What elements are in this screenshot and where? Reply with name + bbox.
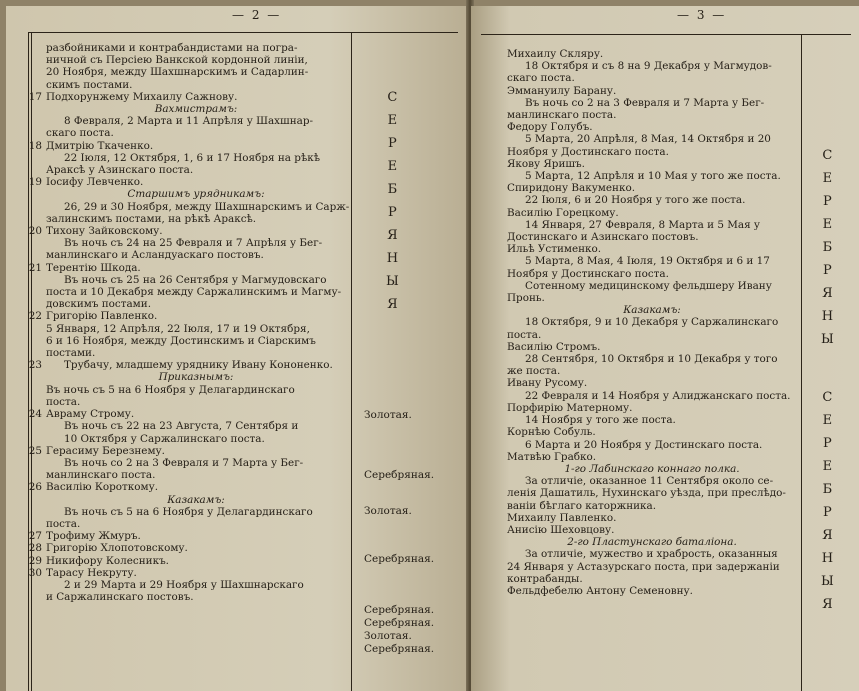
- entry-text: Василію Короткому.: [46, 481, 159, 494]
- entry-text: и Саржалинскаго постовъ.: [46, 591, 194, 604]
- vertical-letter: Б: [822, 240, 833, 255]
- entry-text: Григорію Павленко.: [46, 310, 158, 323]
- entry-text: Дмитрію Ткаченко.: [46, 139, 154, 152]
- right-entry-line: [507, 548, 797, 560]
- entry-text: скимъ постами.: [46, 78, 133, 91]
- entry-number: 26: [28, 481, 42, 494]
- right-entry-line: [507, 243, 797, 255]
- award-label: Золотая.: [364, 505, 412, 517]
- left-entry-line: [28, 554, 346, 567]
- left-entry-line: [46, 152, 346, 164]
- left-entry-line: [28, 444, 346, 457]
- vertical-letter: Я: [822, 597, 833, 612]
- right-entry-line: [507, 426, 797, 438]
- award-column-rule: [351, 32, 352, 691]
- award-label: Серебряная.: [364, 643, 435, 655]
- vertical-award-label-right-bottom: [821, 386, 834, 616]
- award-label: Серебряная.: [364, 604, 435, 616]
- vertical-letter: Я: [822, 528, 833, 543]
- vertical-letter: Р: [823, 505, 832, 520]
- entry-text: поста.: [46, 517, 81, 530]
- entry-text: Ноября у Достинскаго поста.: [507, 145, 669, 158]
- entry-text: 2 и 29 Марта и 29 Ноября у Шахшнарскаго: [64, 578, 304, 591]
- entry-number: 27: [28, 530, 42, 543]
- entry-text: 22 Февраля и 14 Ноября у Алиджанскаго поста.: [525, 389, 791, 402]
- entry-text: Терентію Шкода.: [46, 261, 141, 274]
- vertical-letter: С: [822, 148, 833, 163]
- entry-text: 6 Марта и 20 Ноября у Достинскаго поста.: [525, 438, 763, 451]
- left-entry-line: [28, 139, 346, 152]
- right-entry-line: [507, 414, 797, 426]
- entry-text: Василію Стромъ.: [507, 340, 601, 353]
- entry-text: Авраму Строму.: [46, 408, 135, 421]
- right-entry-line: [507, 573, 797, 585]
- entry-text: поста.: [507, 328, 542, 341]
- vertical-letter: Н: [386, 251, 399, 266]
- entry-text: 10 Октября у Саржалинскаго поста.: [64, 432, 265, 445]
- left-entry-line: [46, 237, 346, 249]
- entry-text: 5 Марта, 12 Апрѣля и 10 Мая у того же поста.: [525, 170, 781, 183]
- vertical-letter: Н: [821, 551, 834, 566]
- right-entry-line: [507, 219, 797, 231]
- right-entry-line: [507, 353, 797, 365]
- left-entry-line: [46, 469, 346, 481]
- entry-text: 26, 29 и 30 Ноября, между Шахшнарскимъ и Сарж-: [64, 200, 350, 213]
- entry-text: ваніи бѣглаго каторжника.: [507, 499, 657, 512]
- entry-number: 29: [28, 554, 42, 567]
- left-entry-line: [46, 396, 346, 408]
- entry-text: Трубачу, младшему уряднику Ивану Кононенко.: [64, 359, 333, 372]
- right-entry-line: [507, 280, 797, 292]
- entry-text: Ивану Русому.: [507, 377, 588, 390]
- award-label: Серебряная.: [364, 553, 435, 565]
- left-entry-line: [28, 90, 346, 103]
- right-entry-line: [507, 561, 797, 573]
- left-entry-line: [46, 127, 346, 139]
- entry-text: Василію Горецкому.: [507, 206, 619, 219]
- entry-text: поста.: [46, 395, 81, 408]
- entry-text: ленія Дашатиль, Нухинскаго уѣзда, при преслѣдо-: [507, 487, 786, 500]
- entry-text: манлинскаго и Асландуаскаго постовъ.: [46, 249, 264, 262]
- vertical-letter: Ы: [821, 574, 834, 589]
- entry-text: разбойниками и контрабандистами на погра-: [46, 42, 298, 54]
- right-page: [471, 6, 859, 691]
- entry-text: постами.: [46, 347, 96, 360]
- entry-text: Корнѣю Собуль.: [507, 426, 596, 439]
- left-entry-line: [46, 115, 346, 127]
- entry-text: 22 Іюля, 12 Октября, 1, 6 и 17 Ноября на рѣкѣ: [64, 151, 320, 164]
- right-entry-line: [507, 365, 797, 377]
- right-entry-line: [507, 85, 797, 97]
- left-entry-line: [46, 42, 346, 54]
- vertical-letter: Б: [822, 482, 833, 497]
- entry-text: Достинскаго и Азинскаго постовъ.: [507, 231, 699, 244]
- page-number-right: — 3 —: [677, 8, 727, 22]
- entry-text: ничной съ Персіею Ванкской кордонной линіи,: [46, 54, 308, 67]
- right-entry-line: [507, 182, 797, 194]
- entry-text: Трофиму Жмуръ.: [46, 530, 141, 543]
- entry-number: 17: [28, 90, 42, 103]
- right-entry-line: [507, 207, 797, 219]
- right-entry-line: [507, 194, 797, 206]
- entry-number: 23: [28, 359, 42, 372]
- right-entry-line: [507, 121, 797, 133]
- left-entry-line: [28, 530, 346, 543]
- entry-text: же поста.: [507, 365, 561, 378]
- vertical-letter: Ы: [821, 332, 834, 347]
- right-entry-line: [507, 475, 797, 487]
- right-entries: [507, 48, 797, 597]
- entry-text: Михаилу Скляру.: [507, 48, 604, 60]
- vertical-letter: Б: [387, 182, 398, 197]
- entry-text: Въ ночь со 2 на 3 Февраля и 7 Марта у Бег-: [64, 456, 304, 469]
- left-page: [6, 6, 467, 691]
- left-entry-line: [46, 494, 346, 506]
- vertical-letter: Е: [387, 113, 398, 128]
- right-entry-line: [507, 146, 797, 158]
- entry-text: манлинскаго поста.: [507, 109, 617, 122]
- vertical-letter: Р: [823, 194, 832, 209]
- entry-text: Вахмистрамъ:: [154, 103, 238, 116]
- left-entry-line: [28, 359, 346, 372]
- right-entry-line: [507, 133, 797, 145]
- right-entry-line: [507, 60, 797, 72]
- left-entry-line: [46, 188, 346, 200]
- vertical-letter: Р: [388, 136, 397, 151]
- left-entry-line: [46, 323, 346, 335]
- entry-text: Въ ночь съ 22 на 23 Августа, 7 Сентября и: [64, 420, 299, 433]
- right-award-rule: [801, 34, 802, 691]
- entry-text: Матвѣю Грабко.: [507, 450, 597, 463]
- entry-text: 5 Марта, 20 Апрѣля, 8 Мая, 14 Октября и 20: [525, 133, 771, 146]
- vertical-letter: Е: [822, 217, 833, 232]
- left-entry-line: [28, 261, 346, 274]
- entry-text: Казакамъ:: [623, 304, 681, 317]
- left-entry-line: [46, 286, 346, 298]
- entry-number: 20: [28, 225, 42, 238]
- entry-text: 2-го Пластунскаго баталіона.: [567, 536, 737, 549]
- top-rule-left: [28, 32, 458, 33]
- entry-text: За отличіе, оказанное 11 Сентября около се-: [525, 475, 774, 488]
- entry-text: Тихону Зайковскому.: [46, 225, 163, 238]
- left-entry-line: [46, 66, 346, 78]
- right-entry-line: [507, 255, 797, 267]
- entry-text: 14 Января, 27 Февраля, 8 Марта и 5 Мая у: [525, 218, 761, 231]
- entry-text: довскимъ постами.: [46, 298, 151, 311]
- vertical-letter: Ы: [386, 274, 399, 289]
- entry-text: Пронь.: [507, 292, 545, 305]
- entry-text: Въ ночь съ 5 на 6 Ноября у Делагардинскаго: [46, 383, 295, 396]
- entry-text: 8 Февраля, 2 Марта и 11 Апрѣля у Шахшнар-: [64, 115, 313, 128]
- entry-text: Въ ночь съ 5 на 6 Ноября у Делагардинскаго: [64, 505, 313, 518]
- right-entry-line: [507, 316, 797, 328]
- entry-text: 22 Іюля, 6 и 20 Ноября у того же поста.: [525, 194, 746, 207]
- vertical-letter: Р: [388, 205, 397, 220]
- page-number-left: — 2 —: [232, 8, 282, 22]
- entry-text: Федору Голубъ.: [507, 121, 593, 134]
- left-entry-line: [46, 200, 350, 213]
- entry-text: поста и 10 Декабря между Саржалинскимъ и Магму-: [46, 286, 342, 299]
- entry-text: Казакамъ:: [167, 493, 225, 506]
- entry-text: Іосифу Левченко.: [46, 176, 144, 189]
- vertical-letter: Р: [823, 436, 832, 451]
- entry-text: Григорію Хлопотовскому.: [46, 542, 188, 555]
- left-entry-line: [46, 591, 346, 603]
- left-entry-line: [46, 79, 346, 91]
- right-entry-line: [507, 292, 797, 304]
- right-entry-line: [507, 463, 797, 475]
- entry-text: скаго поста.: [46, 127, 114, 140]
- award-label: Серебряная.: [364, 469, 435, 481]
- left-entry-line: [46, 384, 346, 396]
- vertical-letter: С: [387, 90, 398, 105]
- left-entry-line: [46, 54, 346, 66]
- entry-text: 18 Октября и съ 8 на 9 Декабря у Магмудов-: [525, 60, 772, 73]
- right-entry-line: [507, 536, 797, 548]
- entry-text: Порфирію Матерному.: [507, 401, 633, 414]
- left-entry-line: [46, 164, 346, 176]
- entry-text: Анисію Шеховцову.: [507, 523, 615, 536]
- right-entry-line: [507, 72, 797, 84]
- right-entry-line: [507, 329, 797, 341]
- vertical-award-label-right-top: [821, 144, 834, 351]
- top-rule-right: [481, 34, 851, 35]
- left-entry-line: [28, 176, 346, 189]
- entry-text: Въ ночь съ 24 на 25 Февраля и 7 Апрѣля у Бег-: [64, 237, 323, 250]
- left-entry-line: [46, 371, 346, 383]
- entry-text: Михаилу Павленко.: [507, 511, 617, 524]
- entry-text: Въ ночь со 2 на 3 Февраля и 7 Марта у Бег-: [525, 96, 765, 109]
- entry-text: контрабанды.: [507, 572, 583, 585]
- vertical-letter: Я: [822, 286, 833, 301]
- right-entry-line: [507, 487, 797, 499]
- right-entry-line: [507, 268, 797, 280]
- left-entry-line: [46, 347, 346, 359]
- left-entry-line: [46, 518, 346, 530]
- entry-number: 22: [28, 310, 42, 323]
- right-entry-line: [507, 97, 797, 109]
- award-label: Золотая.: [364, 409, 412, 421]
- entry-text: 24 Января у Астазурскаго поста, при задержаніи: [507, 560, 780, 573]
- entry-text: манлинскаго поста.: [46, 469, 156, 482]
- vertical-letter: Я: [387, 297, 398, 312]
- left-entry-line: [46, 298, 346, 310]
- left-entry-line: [28, 225, 346, 238]
- entry-text: 5 Января, 12 Апрѣля, 22 Іюля, 17 и 19 Октября,: [46, 322, 310, 335]
- entry-number: 28: [28, 542, 42, 555]
- left-entry-line: [46, 335, 346, 347]
- entry-text: Подхорунжему Михаилу Сажнову.: [46, 90, 238, 103]
- award-label: Серебряная.: [364, 617, 435, 629]
- entry-number: 21: [28, 261, 42, 274]
- right-entry-line: [507, 158, 797, 170]
- entry-text: Герасиму Березнему.: [46, 444, 165, 457]
- right-entry-line: [507, 109, 797, 121]
- entry-text: Ильѣ Устименко.: [507, 243, 602, 256]
- vertical-award-label-left: [386, 86, 399, 316]
- entry-text: 14 Ноября у того же поста.: [525, 414, 676, 427]
- entry-text: Фельдфебелю Антону Семеновну.: [507, 584, 693, 597]
- right-entry-line: [507, 304, 797, 316]
- entry-text: Эммануилу Барану.: [507, 84, 617, 97]
- entry-text: 18 Октября, 9 и 10 Декабря у Саржалинскаго: [525, 316, 779, 329]
- vertical-letter: Е: [822, 171, 833, 186]
- vertical-letter: Н: [821, 309, 834, 324]
- entry-text: 20 Ноября, между Шахшнарскимъ и Садарлин-: [46, 66, 309, 79]
- award-label: Золотая.: [364, 630, 412, 642]
- entry-text: За отличіе, мужество и храбрость, оказанныя: [525, 548, 778, 561]
- left-entry-line: [28, 310, 346, 323]
- entry-number: 24: [28, 408, 42, 421]
- entry-text: Тарасу Некруту.: [46, 566, 137, 579]
- left-entry-line: [28, 408, 346, 421]
- entry-text: 1-го Лабинскаго коннаго полка.: [564, 462, 740, 475]
- entry-text: Спиридону Вакуменко.: [507, 182, 636, 195]
- entry-text: скаго поста.: [507, 72, 575, 85]
- left-entry-line: [46, 433, 346, 445]
- entry-number: 18: [28, 139, 42, 152]
- entry-text: 28 Сентября, 10 Октября и 10 Декабря у того: [525, 353, 778, 366]
- left-entry-line: [46, 457, 346, 469]
- right-entry-line: [507, 439, 797, 451]
- entry-text: Приказнымъ:: [158, 371, 234, 384]
- right-entry-line: [507, 512, 797, 524]
- right-entry-line: [507, 524, 797, 536]
- right-entry-line: [507, 231, 797, 243]
- right-entry-line: [507, 377, 797, 389]
- right-entry-line: [507, 451, 797, 463]
- entry-number: 30: [28, 566, 42, 579]
- right-entry-line: [507, 341, 797, 353]
- left-entry-line: [46, 274, 346, 286]
- entry-text: Старшимъ урядникамъ:: [127, 188, 265, 201]
- left-entry-line: [28, 481, 346, 494]
- left-entry-line: [46, 213, 346, 225]
- right-entry-line: [507, 500, 797, 512]
- entry-text: залинскимъ постами, на рѣкѣ Араксѣ.: [46, 212, 257, 225]
- vertical-letter: Е: [387, 159, 398, 174]
- vertical-letter: Е: [822, 413, 833, 428]
- left-entry-line: [46, 103, 346, 115]
- right-entry-line: [507, 48, 797, 60]
- left-entry-line: [28, 542, 346, 555]
- entry-text: Сотенному медицинскому фельдшеру Ивану: [525, 279, 772, 292]
- entry-number: 25: [28, 444, 42, 457]
- entry-text: Никифору Колесникъ.: [46, 554, 169, 567]
- entry-text: Ноября у Достинскаго поста.: [507, 267, 669, 280]
- left-entry-line: [46, 506, 346, 518]
- vertical-letter: Я: [387, 228, 398, 243]
- vertical-letter: С: [822, 390, 833, 405]
- right-entry-line: [507, 585, 797, 597]
- left-entry-line: [46, 579, 346, 591]
- left-entry-line: [46, 420, 346, 432]
- left-entry-line: [28, 566, 346, 579]
- left-entries: [28, 42, 350, 604]
- left-entry-line: [46, 249, 346, 261]
- vertical-letter: Е: [822, 459, 833, 474]
- right-entry-line: [507, 390, 797, 402]
- entry-number: 19: [28, 176, 42, 189]
- entry-text: 6 и 16 Ноября, между Достинскимъ и Сіарскимъ: [46, 334, 316, 347]
- entry-text: Араксѣ у Азинскаго поста.: [46, 164, 194, 177]
- entry-text: 5 Марта, 8 Мая, 4 Іюля, 19 Октября и 6 и 17: [525, 255, 770, 268]
- right-entry-line: [507, 170, 797, 182]
- entry-text: Въ ночь съ 25 на 26 Сентября у Магмудовскаго: [64, 273, 327, 286]
- right-entry-line: [507, 402, 797, 414]
- vertical-letter: Р: [823, 263, 832, 278]
- entry-text: Якову Яришъ.: [507, 157, 585, 170]
